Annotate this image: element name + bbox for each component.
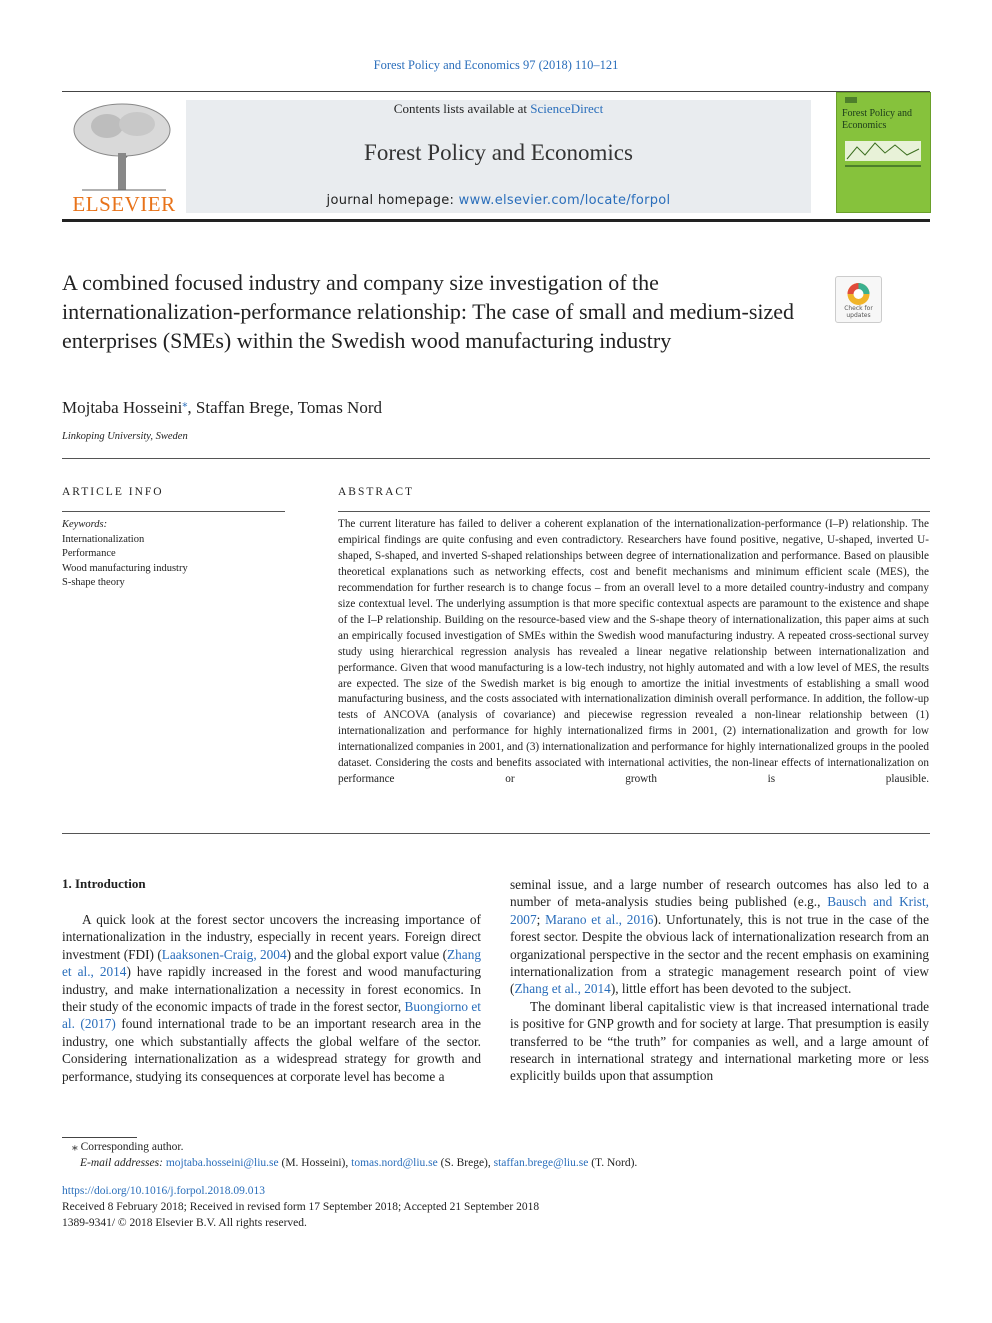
article-metadata [62,1183,539,1231]
homepage-prefix: journal homepage: [326,193,459,208]
article-info-rule [62,511,285,512]
received-dates: Received 8 February 2018; Received in revised form 17 September 2018; Accepted 21 September 2018 [62,1201,540,1213]
email-link[interactable]: staffan.brege@liu.se [493,1157,589,1169]
affiliation: Linkoping University, Sweden [62,431,188,442]
text-run: seminal issue, and a large number of research outcomes has also led to a number of meta-analysis studies being published (e.g., [510,877,929,910]
text-run: ) and the global export value ( [286,946,448,962]
citation-link[interactable]: Laaksonen-Craig, 2004 [161,946,287,962]
citation-link[interactable]: Zhang et al., 2014 [62,946,481,980]
text-run: ) have rapidly increased in the forest and wood manufacturing industry, and make internationalization a necessity in forest economics. In their study of the economic impacts of trade in the forest sector, [62,964,481,1015]
keyword-item: Internationalization [62,533,145,545]
section-rule-top [62,458,930,459]
text-run: ; [536,911,546,927]
intro-paragraph: The dominant liberal capitalistic view is that increased international trade is positive for GNP growth and for society at large. That presumption is easily transferred to be “the truth” for companies as well, and a large amount of research in international strategy and international marketing more or less explicitly builds upon that assumption [510,998,929,1084]
email-line [62,1155,637,1171]
footnote-rule [62,1137,137,1138]
text-run: ). Unfortunately, this is not true in the case of the forest sector. Despite the obvious lack of internationalization research from an organizational perspective in the sector and the recent emphasis on examining internationalization from a strategic management research point of view ( [510,911,929,997]
citation-link[interactable]: Buongiorno et al. (2017) [62,999,482,1032]
keywords-label: Keywords: [62,519,108,530]
email-owner: (S. Brege), [437,1157,494,1169]
author-name[interactable]: Mojtaba Hosseini [62,398,183,417]
journal-title: Forest Policy and Economics [364,140,633,165]
email-link[interactable]: tomas.nord@liu.se [351,1157,438,1169]
keyword-item: Wood manufacturing industry [62,562,188,574]
check-for-updates-label: Check for updates [844,305,873,319]
coauthor-names: , Staffan Brege, Tomas Nord [187,398,382,417]
journal-citation[interactable]: Forest Policy and Economics 97 (2018) 110–121 [373,58,619,72]
sciencedirect-link[interactable]: ScienceDirect [530,101,604,116]
author-list [62,398,382,418]
doi-link[interactable]: https://doi.org/10.1016/j.forpol.2018.09.013 [62,1185,265,1197]
article-info-heading: ARTICLE INFO [62,486,164,498]
email-label: E-mail addresses: [80,1157,163,1169]
abstract-text: The current literature has failed to deliver a coherent explanation of the internationalization-performance (I–P) relationship. The empirical findings are quite confusing and even contradictory. Researchers have found positive, negative, U-shaped, inverted U-shaped, S-shaped, and inverted S-shaped relationships between degree of internationalization and performance. Based on plausible theoretical explanations such as networking effects, cost and benefit mechanisms and minimum efficient scale (MES), the recommendation for further research is to change focus – from an overall level to a more detailed country-industry and company size contextual level. The underlying assumption is that more specific contextual aspects are paramount to the existence and shape of the I–P relationship. Building on the resource-based view and the S-shape theory of internationalization, this paper aims at such an empirically focused investigation of SMEs within the Swedish wood manufacturing industry. A repeated cross-sectional survey study using hierarchical regression analysis has revealed a linear negative relationship between internationalization and performance. Given that wood manufacturing is a low-tech industry, not highly automated and with a low level of MES, the results are expected. The size of the Swedish market is big enough to amortize the initial investments of establishing a small wood manufacturing business, and the costs associated with internationalization diminish overall performance. In addition, the follow-up tests of ANCOVA (analysis of covariance) and piecewise regression revealed a non-linear relationship between (1) internationalization and performance for highly internationalized firms in 2001, (2) internationalization and growth for low internationalized companies in 2001, and (3) internationalization and performance for highly internationalized groups in the pooled dataset. Considering the costs and benefits associated with international activities, the non-linear effects of internationalization on performance or growth is plausible. [338,518,929,786]
text-run: found international trade to be an important research area in the industry, one which substantially affects the global welfare of the sector. Considering internationalization as a widespread strategy for growth and performance, studying its consequences at corporate level has become a [62,1016,481,1084]
check-for-updates-badge[interactable] [835,276,882,323]
footnote-mark: ⁎ [72,1141,78,1153]
email-owner: (M. Hosseini), [278,1157,352,1169]
corresponding-note [62,1139,637,1155]
contents-line [186,101,811,117]
introduction-heading: 1. Introduction [62,876,146,891]
header-top-rule [62,91,930,92]
body-column-right [510,876,929,1085]
intro-paragraph [510,876,929,998]
keywords-block [62,518,188,591]
contents-prefix: Contents lists available at [393,101,531,116]
email-link[interactable]: mojtaba.hosseini@liu.se [165,1157,279,1169]
citation-link[interactable]: Bausch and Krist, 2007 [510,894,929,927]
homepage-link[interactable]: www.elsevier.com/locate/forpol [458,193,671,208]
body-column-left [62,911,481,1085]
header-bottom-rule [62,219,930,222]
paper-title: A combined focused industry and company size investigation of the internationalization-performance relationship: The case of small and medium-sized enterprises (SMEs) within the Swedish wood manufacturing industry [62,270,795,353]
footnotes [62,1139,637,1171]
corresponding-mark[interactable]: ⁎ [182,398,188,410]
corresponding-label: Corresponding author. [77,1141,184,1153]
intro-paragraph [62,911,481,1085]
homepage-line [186,193,811,208]
citation-link[interactable]: Zhang et al., 2014 [514,981,611,997]
abstract-heading: ABSTRACT [338,486,415,498]
email-owner: (T. Nord). [588,1157,638,1169]
cover-title: Forest Policy and Economics [842,108,912,131]
text-run: ), little effort has been devoted to the subject. [610,981,852,997]
text-run: A quick look at the forest sector uncovers the increasing importance of internationalization in the industry, especially in recent years. Foreign direct investment (FDI) ( [62,912,481,962]
copyright-line: 1389-9341/ © 2018 Elsevier B.V. All rights reserved. [62,1217,307,1229]
elsevier-wordmark: ELSEVIER [72,192,176,216]
keyword-item: Performance [62,548,116,559]
citation-link[interactable]: Marano et al., 2016 [545,911,654,927]
section-rule-bottom [62,833,930,834]
keyword-item: S-shape theory [62,577,125,588]
abstract-rule [338,511,930,512]
